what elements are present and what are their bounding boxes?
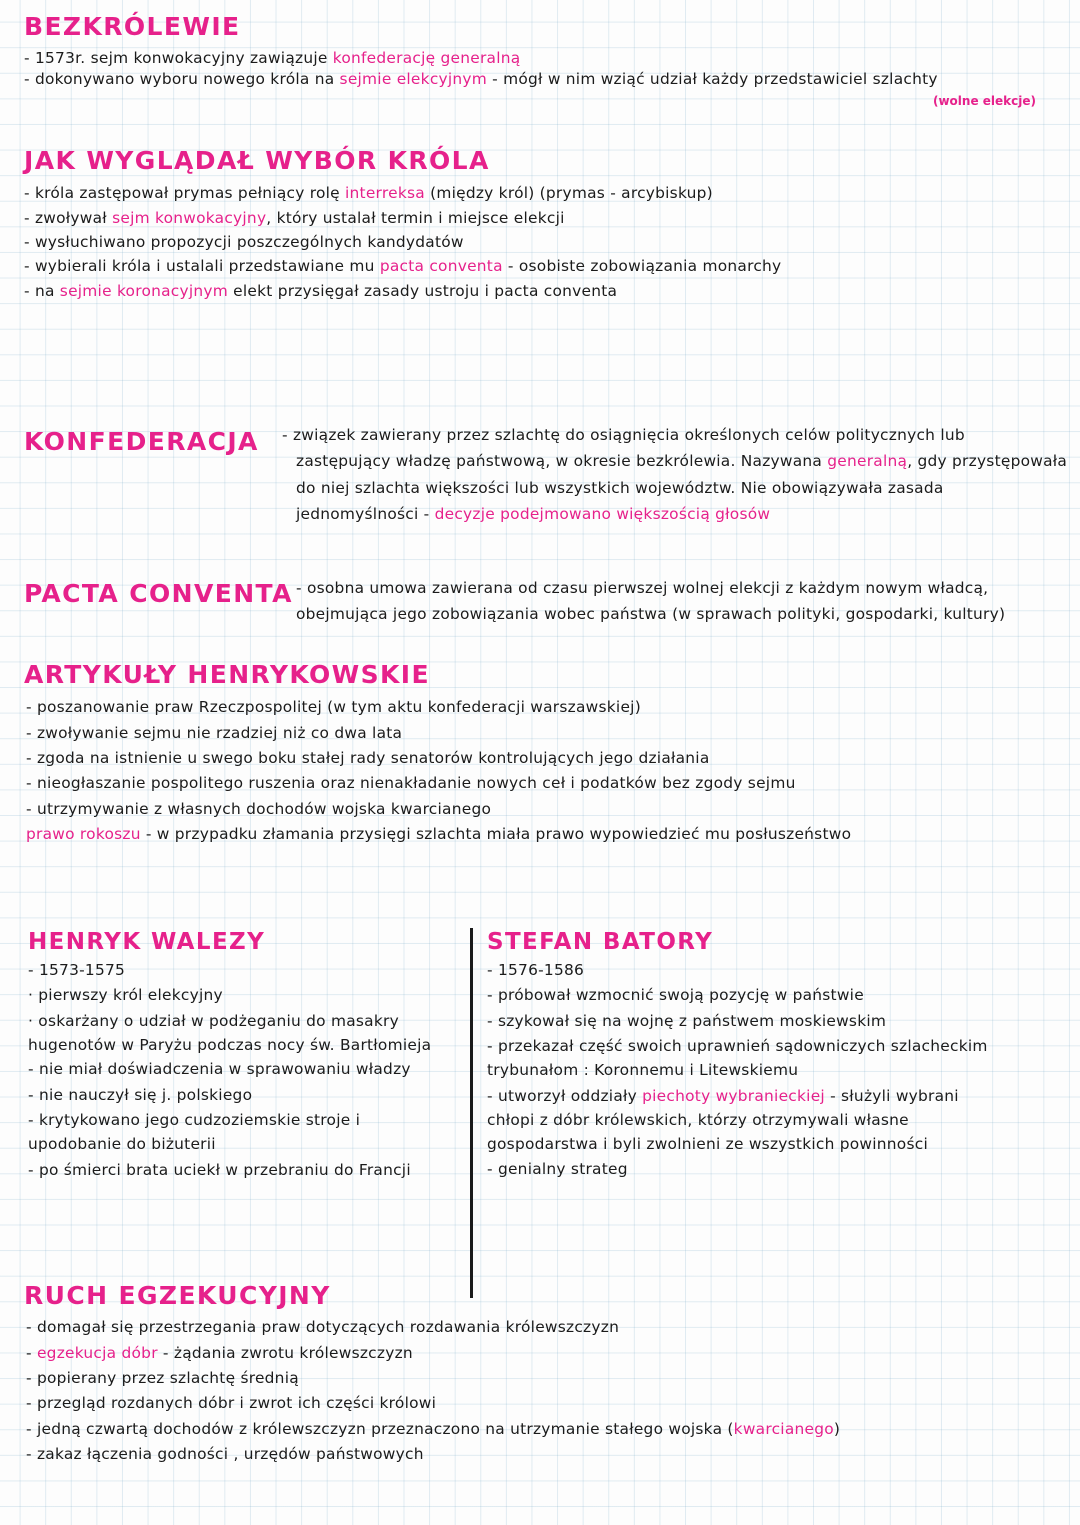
wybor-line-2: - zwoływał sejm konwokacyjny, który ustalał termin i miejsce elekcji xyxy=(24,208,565,227)
bezkrolewie-line-2: - dokonywano wyboru nowego króla na sejmie elekcyjnym - mógł w nim wziąć udział każdy przedstawiciel szlachty xyxy=(24,69,938,88)
bezkrolewie-note: (wolne elekcje) xyxy=(932,93,1036,108)
ruch-line-6: - zakaz łączenia godności , urzędów państwowych xyxy=(26,1444,424,1463)
henryk-line-1: · pierwszy król elekcyjny xyxy=(28,986,223,1005)
dash: - xyxy=(24,208,30,227)
section-pacta-conventa xyxy=(24,578,1069,625)
dash: - xyxy=(26,748,32,767)
artykuly-line-3: - zgoda na istnienie u swego boku stałej rady senatorów kontrolujących jego działania xyxy=(26,748,710,767)
konfederacja-line-2: zastępujący władzę państwową, w okresie bezkrólewia. Nazywana generalną, gdy przystępowała xyxy=(296,452,1068,471)
artykuly-line-6: prawo rokoszu - w przypadku złamania przysięgi szlachta miała prawo wypowiedzieć mu posłuszeństwo xyxy=(26,824,852,843)
artykuly-line-4: - nieogłaszanie pospolitego ruszenia oraz nienakładanie nowych ceł i podatków bez zgody sejmu xyxy=(26,774,796,793)
stefan-line-5: - utworzył oddziały piechoty wybranieckiej - służyli wybrani xyxy=(487,1086,959,1105)
stefan-line-6: chłopi z dóbr królewskich, którzy otrzymywali własne xyxy=(487,1111,909,1130)
section-henryk-walezy xyxy=(28,930,468,1180)
section-konfederacja xyxy=(24,425,1069,524)
stefan-line-1: - próbował wzmocnić swoją pozycję w państwie xyxy=(487,986,864,1005)
section-ruch-egzekucyjny xyxy=(18,1283,1068,1464)
ruch-line-2: - egzekucja dóbr - żądania zwrotu królewszczyzn xyxy=(26,1343,413,1362)
dash: - xyxy=(26,799,32,818)
dash: - xyxy=(26,774,32,793)
dash: - xyxy=(24,49,30,68)
stefan-line-8: - genialny strateg xyxy=(487,1159,628,1178)
wybor-line-3: - wysłuchiwano propozycji poszczególnych kandydatów xyxy=(24,232,464,251)
wybor-line-5: - na sejmie koronacyjnym elekt przysięgał zasady ustroju i pacta conventa xyxy=(24,281,618,300)
stefan-line-3: - przekazał część swoich uprawnień sądowniczych szlacheckim xyxy=(487,1037,988,1056)
section-artykuly-henrykowskie xyxy=(18,662,1063,844)
dash: - xyxy=(24,281,30,300)
artykuly-line-5: - utrzymywanie z własnych dochodów wojska kwarcianego xyxy=(26,799,492,818)
henryk-line-3: hugenotów w Paryżu podczas nocy św. Bartłomieja xyxy=(28,1036,432,1055)
ruch-line-1: - domagał się przestrzegania praw dotyczących rozdawania królewszczyzn xyxy=(26,1318,620,1337)
dash: - xyxy=(26,698,32,717)
pacta-line-2: obejmująca jego zobowiązania wobec państwa (w sprawach polityki, gospodarki, kultury) xyxy=(296,605,1006,624)
ruch-line-3: - popierany przez szlachtę średnią xyxy=(26,1368,299,1387)
stefan-dates: - 1576-1586 xyxy=(487,961,585,980)
section-title-wybor-krola: JAK WYGLĄDAŁ WYBÓR KRÓLA xyxy=(24,146,490,175)
henryk-line-8: - po śmierci brata uciekł w przebraniu do Francji xyxy=(28,1160,411,1179)
dash: - xyxy=(24,184,30,203)
section-title-bezkrolewie: BEZKRÓLEWIE xyxy=(24,12,241,41)
konfederacja-line-4: jednomyślności - decyzje podejmowano większością głosów xyxy=(296,504,771,523)
bezkrolewie-line-1: - 1573r. sejm konwokacyjny zawiązuje konfederację generalną xyxy=(24,49,521,68)
wybor-line-1: - króla zastępował prymas pełniący rolę interreksa (między król) (prymas - arcybiskup) xyxy=(24,184,713,203)
wybor-line-4: - wybierali króla i ustalali przedstawiane mu pacta conventa - osobiste zobowiązania monarchy xyxy=(24,257,782,276)
dash: - xyxy=(24,232,30,251)
column-divider xyxy=(470,928,473,1298)
section-wybor-krola xyxy=(24,148,1064,301)
section-bezkrolewie xyxy=(24,14,1064,109)
artykuly-line-1: - poszanowanie praw Rzeczpospolitej (w tym aktu konfederacji warszawskiej) xyxy=(26,698,641,717)
henryk-dates: - 1573-1575 xyxy=(28,961,126,980)
henryk-line-7: upodobanie do biżuterii xyxy=(28,1135,216,1154)
dash: - xyxy=(24,69,30,88)
konfederacja-line-1: - związek zawierany przez szlachtę do osiągnięcia określonych celów politycznych lub xyxy=(282,426,965,444)
section-title-ruch-egzekucyjny: RUCH EGZEKUCYJNY xyxy=(24,1281,331,1310)
section-title-konfederacja: KONFEDERACJA xyxy=(24,427,259,456)
ruch-line-5: - jedną czwartą dochodów z królewszczyzn przeznaczono na utrzymanie stałego wojska (kwarcianego) xyxy=(26,1419,841,1438)
stefan-line-2: - szykował się na wojnę z państwem moskiewskim xyxy=(487,1011,887,1030)
henryk-line-2: · oskarżany o udział w podżeganiu do masakry xyxy=(28,1011,399,1030)
dash: - xyxy=(24,257,30,276)
henryk-line-6: - krytykowano jego cudzoziemskie stroje i xyxy=(28,1111,361,1130)
artykuly-line-2: - zwoływanie sejmu nie rzadziej niż co dwa lata xyxy=(26,723,403,742)
section-title-henryk-walezy: HENRYK WALEZY xyxy=(28,929,266,955)
section-stefan-batory xyxy=(487,930,1052,1179)
stefan-line-7: gospodarstwa i byli zwolnieni ze wszystkich powinności xyxy=(487,1135,928,1154)
section-title-artykuly: ARTYKUŁY HENRYKOWSKIE xyxy=(24,660,430,689)
stefan-line-4: trybunałom : Koronnemu i Litewskiemu xyxy=(487,1061,799,1080)
section-title-pacta-conventa: PACTA CONVENTA xyxy=(24,579,293,608)
henryk-line-4: - nie miał doświadczenia w sprawowaniu władzy xyxy=(28,1060,411,1079)
henryk-line-5: - nie nauczył się j. polskiego xyxy=(28,1085,253,1104)
dash: - xyxy=(26,723,32,742)
pacta-line-1: - osobna umowa zawierana od czasu pierwszej wolnej elekcji z każdym nowym władcą, xyxy=(296,579,989,597)
konfederacja-line-3: do niej szlachta większości lub wszystkich województw. Nie obowiązywała zasada xyxy=(296,478,944,497)
ruch-line-4: - przegląd rozdanych dóbr i zwrot ich części królowi xyxy=(26,1394,437,1413)
section-title-stefan-batory: STEFAN BATORY xyxy=(487,929,714,955)
